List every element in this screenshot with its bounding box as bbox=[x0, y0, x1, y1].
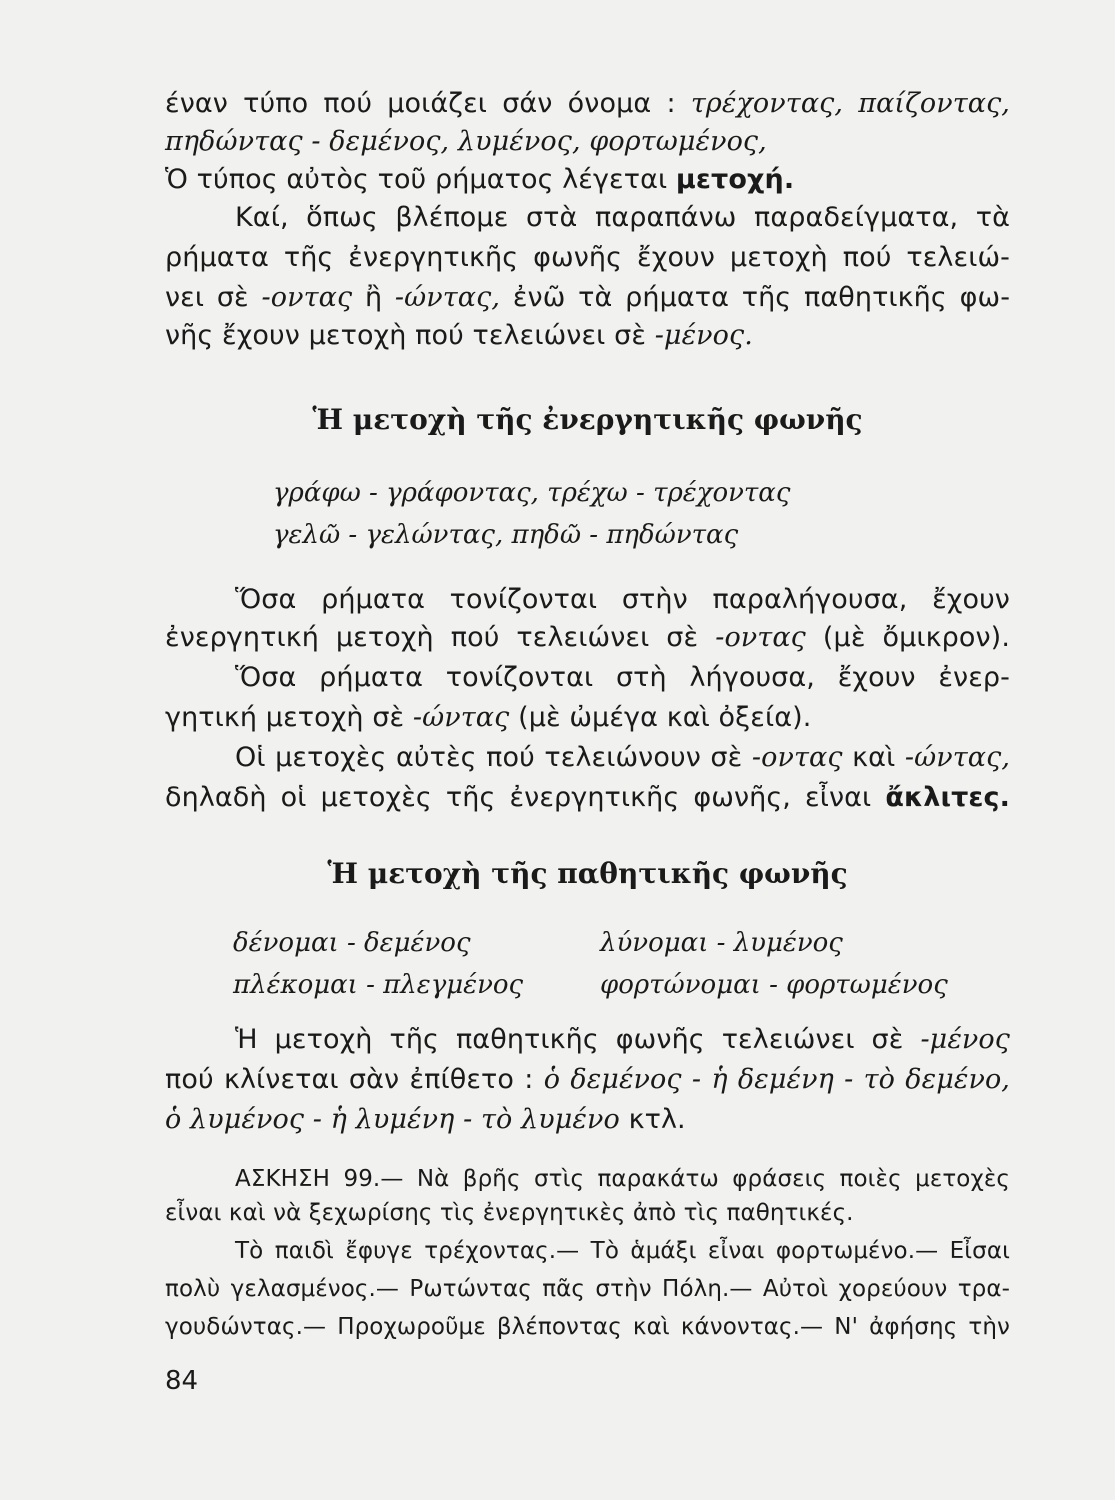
example-left: δένομαι - δεμένος bbox=[233, 928, 471, 958]
text-line: Ὅσα ρήματα τονίζονται στὴν παραλήγουσα, ἔχουν bbox=[235, 584, 1010, 615]
example-row bbox=[165, 968, 1010, 1004]
page-number: 84 bbox=[165, 1366, 199, 1396]
text-line: ἐνεργητική μετοχὴ πού τελειώνει σὲ -οντας (μὲ ὄμικρον). bbox=[165, 622, 1011, 653]
example-left: πλέκομαι - πλεγμένος bbox=[233, 970, 524, 1000]
section-heading-passive: Ἡ μετοχὴ τῆς παθητικῆς φωνῆς bbox=[327, 857, 848, 890]
book-page bbox=[165, 68, 1010, 1488]
text-line: Ὁ τύπος αὐτὸς τοῦ ρήματος λέγεται μετοχή. bbox=[165, 164, 795, 195]
text-line: Καί, ὅπως βλέπομε στὰ παραπάνω παραδείγματα, τὰ bbox=[235, 202, 1010, 233]
exercise-line: γουδώντας.— Προχωροῦμε βλέποντας καὶ κάνοντας.— Ν' ἀφήσης τὴν bbox=[165, 1314, 1010, 1340]
text-line: γητική μετοχὴ σὲ -ώντας (μὲ ὠμέγα καὶ ὀξεία). bbox=[165, 702, 812, 733]
term-aklites: ἄκλιτες. bbox=[885, 782, 1010, 813]
text-line: πού κλίνεται σὰν ἐπίθετο : ὁ δεμένος - ἡ δεμένη - τὸ δεμένο, bbox=[165, 1064, 1010, 1095]
example-right: φορτώνομαι - φορτωμένος bbox=[600, 970, 948, 1000]
text-line: δηλαδὴ οἱ μετοχὲς τῆς ἐνεργητικῆς φωνῆς, εἶναι ἄκλιτες. bbox=[165, 782, 1010, 813]
text-line: νει σὲ -οντας ἢ -ώντας, ἐνῶ τὰ ρήματα τῆς παθητικῆς φω- bbox=[165, 282, 1011, 313]
text-line: νῆς ἔχουν μετοχὴ πού τελειώνει σὲ -μένος. bbox=[165, 320, 753, 351]
term-metochi: μετοχή. bbox=[675, 164, 795, 195]
example-line: γελῶ - γελώντας, πηδῶ - πηδώντας bbox=[273, 520, 739, 550]
exercise-line: εἶναι καὶ νὰ ξεχωρίσης τὶς ἐνεργητικὲς ἀπὸ τὶς παθητικές. bbox=[165, 1200, 854, 1226]
text-line: ρήματα τῆς ἐνεργητικῆς φωνῆς ἔχουν μετοχὴ πού τελειώ- bbox=[165, 242, 1010, 273]
text-line: Οἱ μετοχὲς αὐτὲς πού τελειώνουν σὲ -οντας καὶ -ώντας, bbox=[235, 742, 1011, 773]
section-heading-active: Ἡ μετοχὴ τῆς ἐνεργητικῆς φωνῆς bbox=[312, 403, 863, 436]
example-right: λύνομαι - λυμένος bbox=[600, 928, 843, 958]
exercise-line: Τὸ παιδὶ ἔφυγε τρέχοντας.— Τὸ ἁμάξι εἶναι φορτωμένο.— Εἶσαι bbox=[235, 1238, 1010, 1264]
example-line: γράφω - γράφοντας, τρέχω - τρέχοντας bbox=[273, 478, 791, 508]
text-line: έναν τύπο πού μοιάζει σάν όνομα : τρέχοντας, παίζοντας, bbox=[165, 88, 1010, 119]
example-row bbox=[165, 926, 1010, 962]
text-line: Ἡ μετοχὴ τῆς παθητικῆς φωνῆς τελειώνει σὲ -μένος bbox=[235, 1024, 1011, 1055]
text-line: ὁ λυμένος - ἡ λυμένη - τὸ λυμένο κτλ. bbox=[165, 1104, 686, 1135]
exercise-line: πολὺ γελασμένος.— Ρωτώντας πᾶς στὴν Πόλη.— Αὐτοὶ χορεύουν τρα- bbox=[165, 1276, 1010, 1302]
text-line: πηδώντας - δεμένος, λυμένος, φορτωμένος, bbox=[165, 126, 767, 157]
exercise-title-line: ΑΣΚΗΣΗ 99.— Νὰ βρῆς στὶς παρακάτω φράσεις ποιὲς μετοχὲς bbox=[235, 1166, 1010, 1192]
text-line: Ὅσα ρήματα τονίζονται στὴ λήγουσα, ἔχουν ἐνερ- bbox=[235, 662, 1010, 693]
